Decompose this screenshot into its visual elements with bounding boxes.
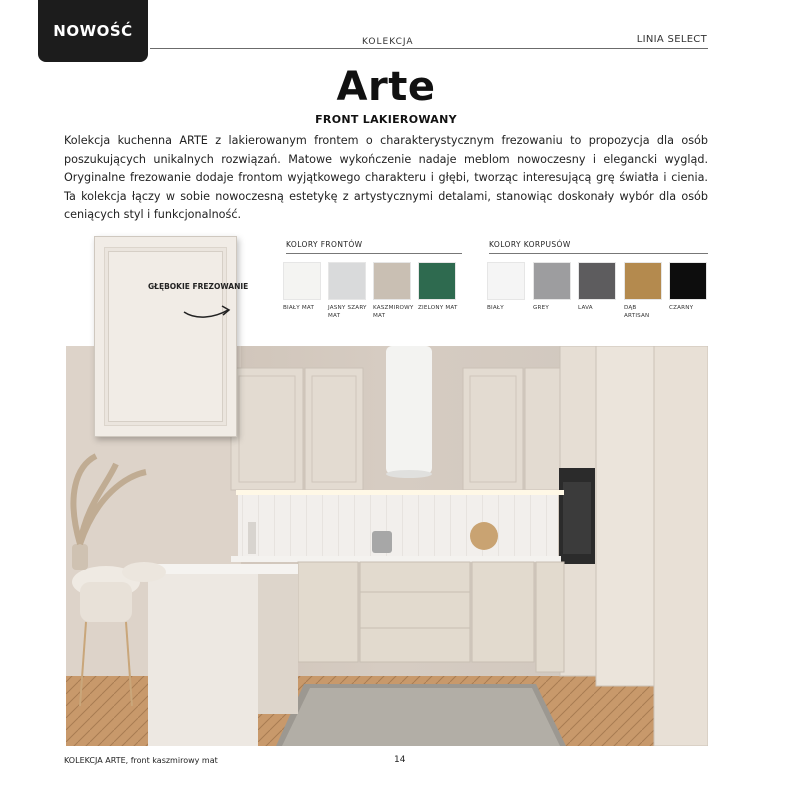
body-swatch-name: DĄB ARTISAN [624, 305, 650, 319]
body-swatch-name: CZARNY [669, 305, 694, 311]
front-swatch-name: BIAŁY MAT [283, 305, 315, 311]
body-swatch-name: BIAŁY [487, 305, 504, 311]
front-swatch-bialy [283, 262, 321, 300]
body-swatch-name: LAVA [578, 305, 593, 311]
header-divider [150, 48, 708, 49]
body-swatch-grey [533, 262, 571, 300]
door-sample-card [94, 236, 237, 437]
body-colors-heading: KOLORY KORPUSÓW [489, 240, 708, 254]
door-sample-frame [104, 247, 227, 426]
body-swatch-czarny [669, 262, 707, 300]
body-swatch-name: GREY [533, 305, 549, 311]
page-title: Arte [336, 64, 436, 110]
front-colors-heading: KOLORY FRONTÓW [286, 240, 462, 254]
front-swatch-name: ZIELONY MAT [418, 305, 458, 311]
body-swatch-bialy [487, 262, 525, 300]
front-swatch-name: JASNY SZARY MAT [328, 305, 367, 319]
header-line-label: LINIA SELECT [636, 34, 707, 45]
header-section-label: KOLEKCJA [362, 37, 414, 47]
curved-arrow-icon [182, 302, 234, 322]
page-subtitle: FRONT LAKIEROWANY [315, 113, 457, 126]
door-sample-label: GŁĘBOKIE FREZOWANIE [148, 282, 249, 291]
front-swatch-zielony [418, 262, 456, 300]
body-swatch-dab-artisan [624, 262, 662, 300]
page-number: 14 [394, 755, 406, 765]
photo-caption: KOLEKCJA ARTE, front kaszmirowy mat [64, 756, 218, 765]
new-badge: NOWOŚĆ [38, 0, 148, 62]
body-swatch-lava [578, 262, 616, 300]
front-swatch-jasny-szary [328, 262, 366, 300]
intro-paragraph: Kolekcja kuchenna ARTE z lakierowanym frontem o charakterystycznym frezowaniu to propozycja dla osób poszukujących unikalnych rozwiązań. Matowe wykończenie nadaje meblom nowoczesny i elegancki wygląd. Oryginalne frezowanie dodaje frontom wyjątkowego charakteru i głębi, tworząc interesującą grę światła i cienia. Ta kolekcja łączy w sobie nowoczesną estetykę z artystycznymi detalami, stanowiąc doskonały wybór dla osób ceniących styl i funkcjonalność. [64, 134, 708, 222]
front-swatch-name: KASZMIROWY MAT [373, 305, 414, 319]
front-swatch-kaszmirowy [373, 262, 411, 300]
